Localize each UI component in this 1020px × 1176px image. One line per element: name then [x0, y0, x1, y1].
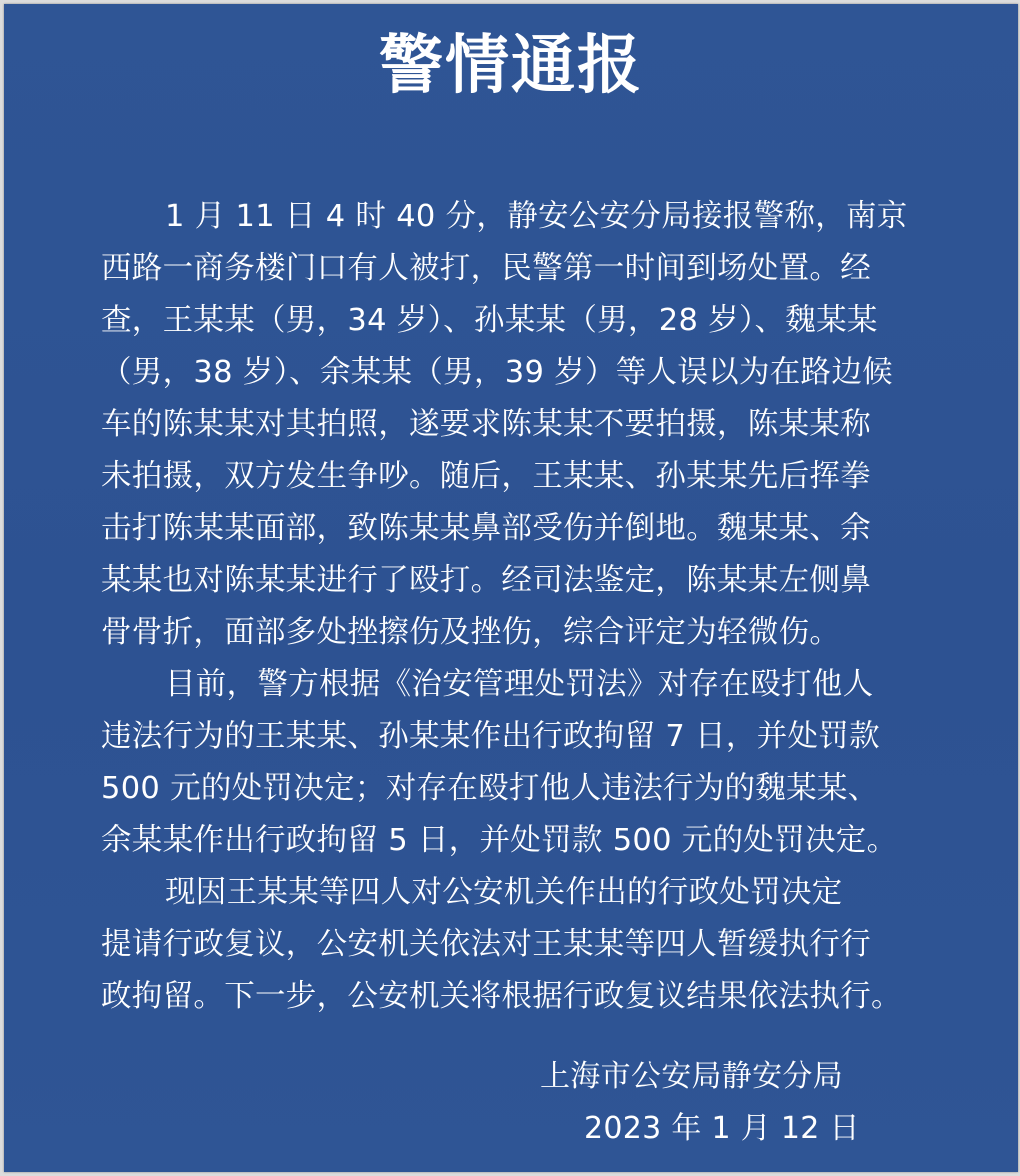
paragraph-3-line-3: 政拘留。下一步，公安机关将根据行政复议结果依法执行。: [101, 979, 902, 1014]
police-notice: [4, 4, 1018, 1172]
paragraph-2-line-4: 余某某作出行政拘留 5 日，并处罚款 500 元的处罚决定。: [101, 823, 898, 858]
issue-date: 2023 年 1 月 12 日: [584, 1111, 860, 1146]
paragraph-1-line-5: 车的陈某某对其拍照，遂要求陈某某不要拍摄，陈某某称: [101, 407, 871, 442]
paragraph-2-line-2: 违法行为的王某某、孙某某作出行政拘留 7 日，并处罚款: [101, 719, 880, 754]
notice-title: 警情通报: [379, 29, 643, 103]
paragraph-1-line-3: 查，王某某（男，34 岁）、孙某某（男，28 岁）、魏某某: [101, 303, 878, 338]
paragraph-1-line-8: 某某也对陈某某进行了殴打。经司法鉴定，陈某某左侧鼻: [101, 563, 871, 598]
paragraph-2-line-1: 目前，警方根据《治安管理处罚法》对存在殴打他人: [165, 667, 874, 702]
paragraph-1-line-7: 击打陈某某面部，致陈某某鼻部受伤并倒地。魏某某、余: [101, 511, 871, 546]
paragraph-1-line-6: 未拍摄，双方发生争吵。随后，王某某、孙某某先后挥拳: [101, 459, 871, 494]
paragraph-3-line-1: 现因王某某等四人对公安机关作出的行政处罚决定: [165, 875, 843, 910]
notice-body: [101, 191, 916, 1023]
paragraph-1-line-9: 骨骨折，面部多处挫擦伤及挫伤，综合评定为轻微伤。: [101, 615, 841, 650]
paragraph-1-line-2: 西路一商务楼门口有人被打，民警第一时间到场处置。经: [101, 251, 871, 286]
paragraph-3-line-2: 提请行政复议，公安机关依法对王某某等四人暂缓执行行: [101, 927, 871, 962]
paragraph-2-line-3: 500 元的处罚决定；对存在殴打他人违法行为的魏某某、: [101, 771, 879, 806]
paragraph-1-line-1: 1 月 11 日 4 时 40 分，静安公安分局接报警称，南京: [165, 199, 908, 234]
issuing-organization: 上海市公安局静安分局: [540, 1059, 843, 1094]
paragraph-1-line-4: （男，38 岁）、余某某（男，39 岁）等人误以为在路边候: [101, 355, 893, 390]
signature-block: [537, 1051, 867, 1155]
